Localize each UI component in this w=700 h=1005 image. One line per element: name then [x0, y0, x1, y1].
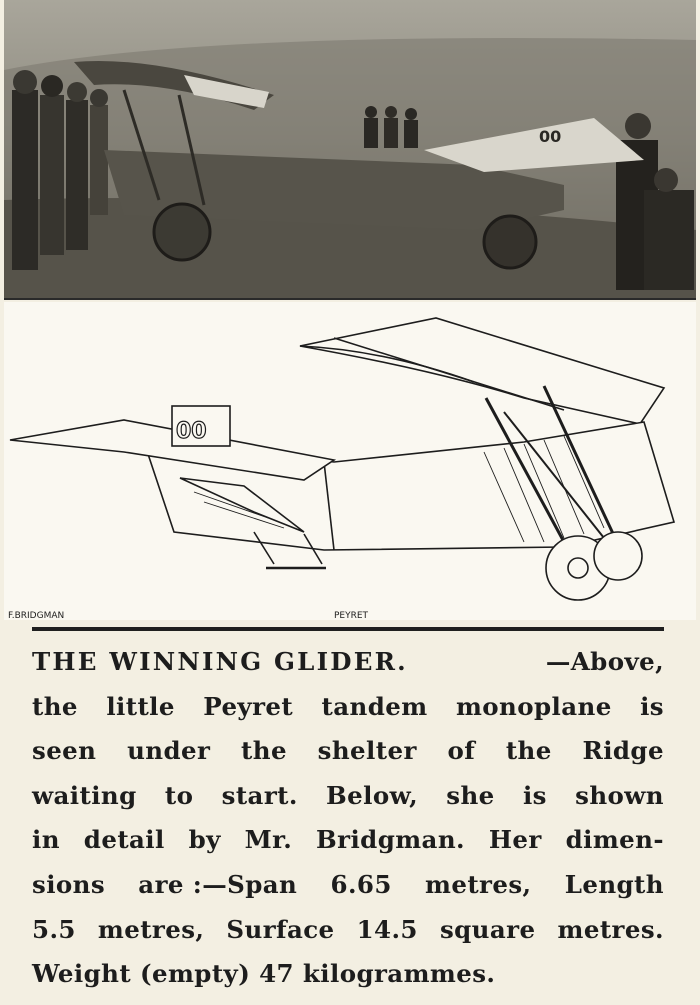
caption-word: Ridge: [582, 736, 664, 766]
spectators-centre: [364, 106, 418, 148]
caption-word: Mr.: [244, 825, 293, 855]
caption-word: to: [164, 780, 194, 810]
caption-word: Peyret: [203, 691, 294, 721]
caption-word: are :—Span: [138, 869, 298, 899]
caption-last-line: Weight (empty) 47 kilogrammes.: [32, 959, 496, 989]
glider-photograph: [4, 0, 696, 300]
caption-word: 5.5: [32, 914, 76, 944]
caption-word: monoplane: [455, 691, 612, 721]
drawing-scene: [4, 302, 696, 620]
drawing-number-marking: 00: [176, 419, 207, 444]
caption-word: sions: [32, 869, 106, 899]
caption-word: she: [446, 780, 495, 810]
caption-word: dimen-: [565, 825, 664, 855]
drawing-credit: PEYRET: [334, 611, 369, 620]
caption-line-1: [32, 640, 664, 685]
caption-word: is: [522, 780, 547, 810]
caption-word: metres,: [425, 869, 532, 899]
caption-word: metres.: [557, 914, 664, 944]
caption-word: 6.65: [330, 869, 392, 899]
caption-word: by: [188, 825, 221, 855]
caption-word: the: [241, 736, 287, 766]
caption-word: 14.5: [356, 914, 418, 944]
caption-word: Bridgman.: [316, 825, 465, 855]
caption-word: Length: [564, 869, 664, 899]
caption-word: metres,: [97, 914, 205, 944]
caption-word: shown: [575, 780, 664, 810]
caption-word: the: [32, 691, 78, 721]
photo-number-marking: 00: [539, 127, 562, 146]
photo-scene: [4, 0, 696, 298]
caption-word: square: [439, 914, 536, 944]
caption-word: seen: [32, 736, 97, 766]
caption-line-7: [32, 908, 664, 953]
caption-word: little: [106, 691, 175, 721]
caption-line-4: [32, 774, 664, 819]
caption-word: Her: [488, 825, 542, 855]
caption-word: —Above,: [545, 647, 664, 676]
caption-line-8: [32, 952, 664, 997]
artist-signature: F.BRIDGMAN: [8, 611, 65, 620]
caption-word: is: [640, 691, 664, 721]
caption-divider: [32, 627, 664, 631]
caption-word: Below,: [326, 780, 419, 810]
caption-line-2: [32, 685, 664, 730]
caption-word: detail: [83, 825, 165, 855]
caption-line-5: [32, 818, 664, 863]
caption-word: waiting: [32, 780, 137, 810]
caption-word: in: [32, 825, 60, 855]
photo-caption: [32, 640, 664, 997]
caption-word: the: [505, 736, 552, 766]
caption-word: start.: [221, 780, 298, 810]
glider-line-drawing: [4, 302, 696, 620]
caption-word: Surface: [226, 914, 335, 944]
caption-line-6: [32, 863, 664, 908]
caption-line-3: [32, 729, 664, 774]
caption-title: THE WINNING GLIDER.: [32, 647, 408, 676]
caption-word: tandem: [321, 691, 428, 721]
caption-word: of: [447, 736, 476, 766]
caption-word: shelter: [317, 736, 417, 766]
caption-word: under: [127, 736, 211, 766]
